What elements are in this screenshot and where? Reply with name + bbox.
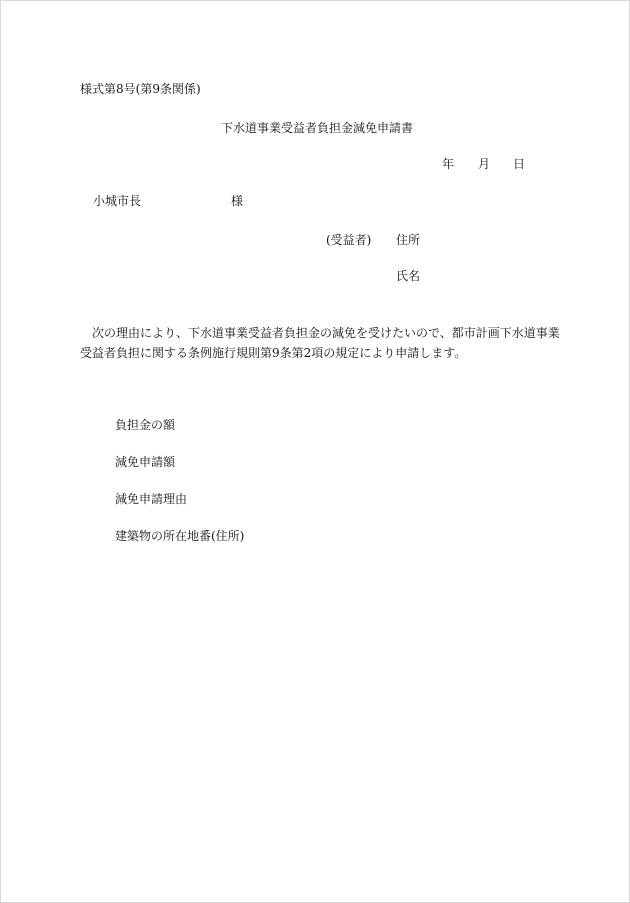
item-reduction-reason: 減免申請理由	[115, 492, 188, 506]
applicant-role: (受益者)	[326, 233, 372, 247]
date-year-label: 年	[442, 157, 455, 171]
item-building-location: 建築物の所在地番(住所)	[115, 529, 245, 543]
statement-line-1: 次の理由により、下水道事業受益者負担金の減免を受けたいので、都市計画下水道事業	[80, 326, 560, 340]
application-statement	[80, 323, 560, 363]
statement-line-2: 受益者負担に関する条例施行規則第9条第2項の規定により申請します。	[80, 346, 467, 360]
document-title: 下水道事業受益者負担金減免申請書	[221, 121, 414, 135]
item-charge-amount: 負担金の額	[115, 418, 176, 432]
item-reduction-amount: 減免申請額	[115, 455, 176, 469]
applicant-name-label: 氏名	[396, 269, 421, 283]
date-day-label: 日	[513, 157, 526, 171]
form-number: 様式第8号(第9条関係)	[80, 82, 201, 96]
addressee-name: 小城市長	[93, 194, 142, 208]
applicant-address-label: 住所	[396, 233, 421, 247]
addressee-honorific: 様	[231, 194, 244, 208]
date-month-label: 月	[478, 157, 491, 171]
